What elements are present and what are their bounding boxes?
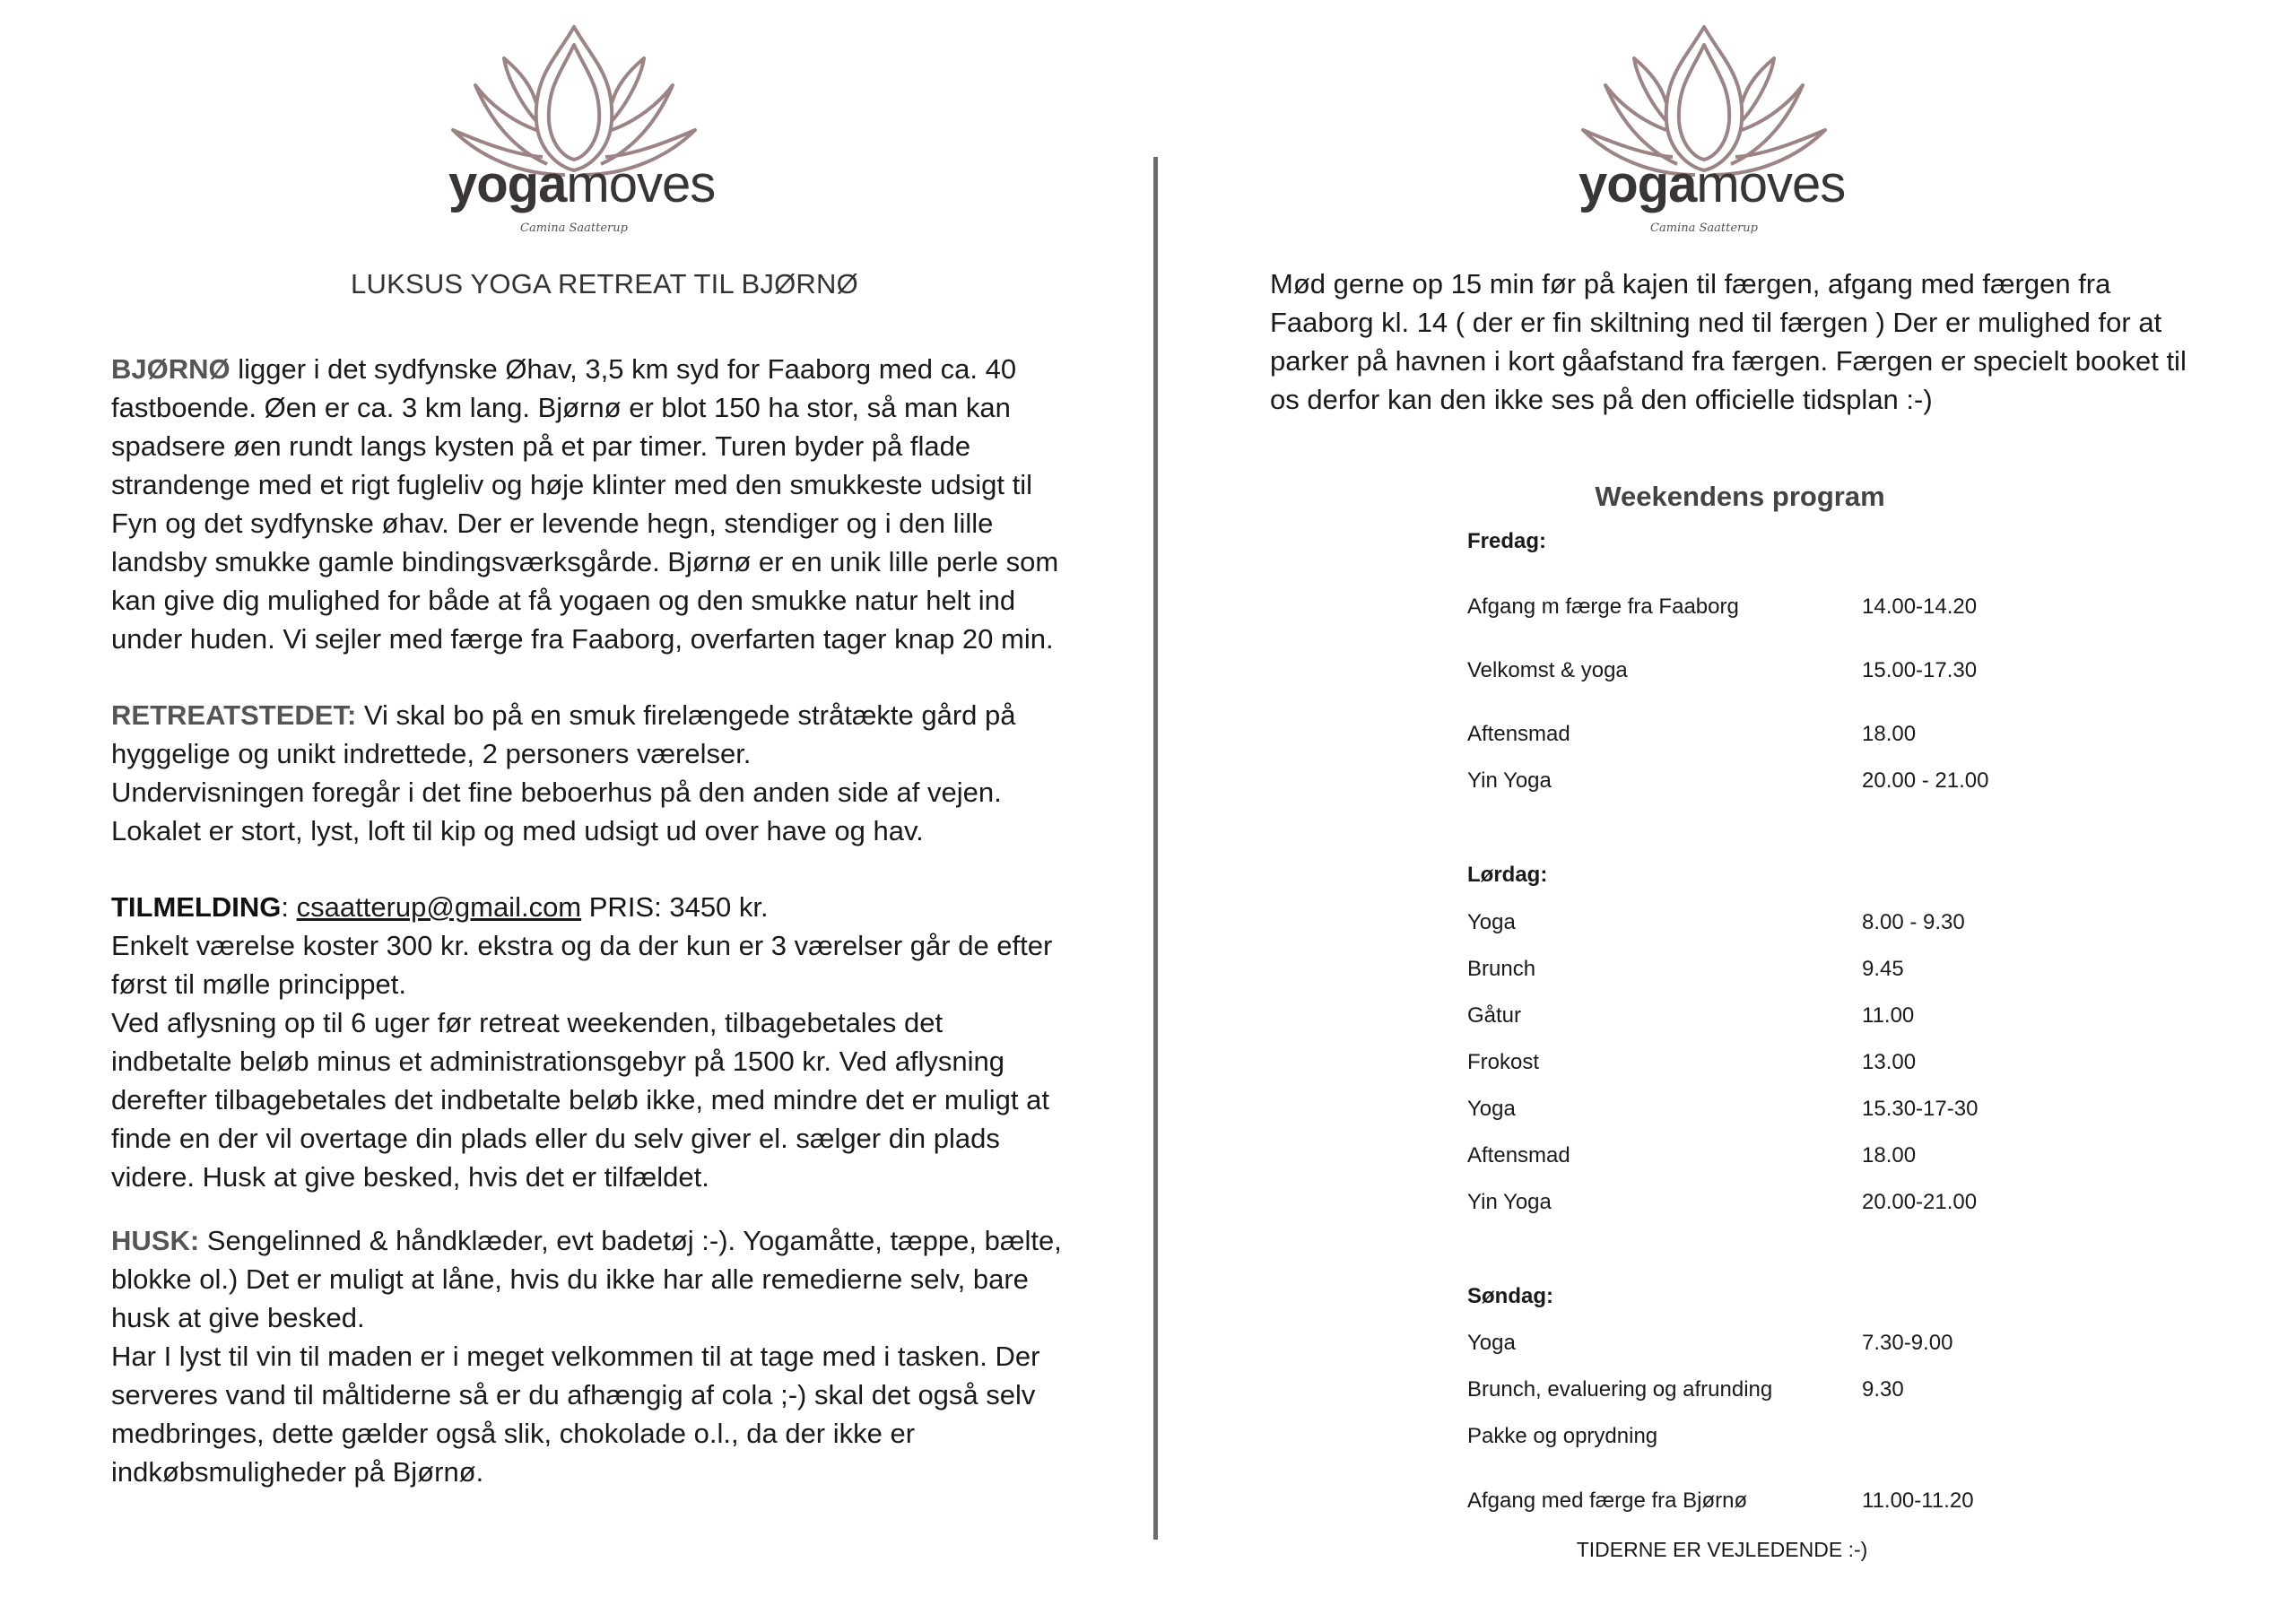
program-activity: Brunch, evaluering og afrunding bbox=[1467, 1377, 1773, 1402]
day-heading-fredag: Fredag: bbox=[1467, 529, 1547, 553]
program-time: 15.00-17.30 bbox=[1862, 658, 1978, 682]
page-title: LUKSUS YOGA RETREAT TIL BJØRNØ bbox=[351, 268, 858, 299]
paragraph-text: Har I lyst til vin til maden er i meget velkommen til at tage med i tasken. Der serveres vand til måltiderne så er du afhængig af cola ;-) skal det også selv medbringes, dette gælder også slik, chokolade o.l., da der ikke er indkøbsmuligheder på Bjørnø. bbox=[111, 1341, 1040, 1488]
program-activity: Frokost bbox=[1467, 1050, 1540, 1074]
paragraph-husk bbox=[111, 1221, 1062, 1491]
program-time: 20.00 - 21.00 bbox=[1862, 768, 1989, 793]
program-activity: Brunch bbox=[1467, 957, 1536, 981]
program-activity: Yoga bbox=[1467, 1331, 1516, 1355]
separator: : bbox=[281, 891, 297, 923]
section-label: BJØRNØ bbox=[111, 353, 230, 385]
program-activity: Gåtur bbox=[1467, 1003, 1522, 1028]
section-label: TILMELDING bbox=[111, 891, 282, 923]
logo-left bbox=[448, 22, 716, 247]
program-activity: Yoga bbox=[1467, 1097, 1516, 1121]
program-activity: Velkomst & yoga bbox=[1467, 658, 1628, 682]
paragraph-bjorno bbox=[111, 350, 1062, 658]
program-time: 11.00-11.20 bbox=[1862, 1488, 1974, 1513]
program-activity: Pakke og oprydning bbox=[1467, 1424, 1658, 1448]
program-activity: Aftensmad bbox=[1467, 722, 1570, 746]
program-activity: Yin Yoga bbox=[1467, 1190, 1552, 1214]
program-time: 7.30-9.00 bbox=[1862, 1331, 1953, 1355]
intro-text: Mød gerne op 15 min før på kajen til færgen, afgang med færgen fra Faaborg kl. 14 ( der er fin skiltning ned til færgen ) Der er mulighed for at parker på havnen i kort gåafstand fra færgen. Færgen er specielt booket til os derfor kan den ikke ses på den officielle tidsplan :-) bbox=[1270, 268, 2187, 415]
program-time: 8.00 - 9.30 bbox=[1862, 910, 1965, 934]
brand-wordmark: yogamoves bbox=[1578, 155, 1846, 213]
paragraph-text: Undervisningen foregår i det fine beboerhus på den anden side af vejen. bbox=[111, 777, 1002, 808]
day-heading-sondag: Søndag: bbox=[1467, 1284, 1553, 1308]
paragraph-text: Sengelinned & håndklæder, evt badetøj :-). Yogamåtte, tæppe, bælte, blokke ol.) Det er muligt at låne, hvis du ikke har alle remedierne selv, bare husk at give besked. bbox=[111, 1225, 1062, 1333]
program-time: 15.30-17-30 bbox=[1862, 1097, 1979, 1121]
program-time: 11.00 bbox=[1862, 1003, 1915, 1028]
price-value: : 3450 kr. bbox=[654, 891, 769, 923]
day-heading-lordag: Lørdag: bbox=[1467, 863, 1548, 887]
program-time: 18.00 bbox=[1862, 722, 1917, 746]
program-title: Weekendens program bbox=[1595, 481, 1885, 512]
price-label: PRIS bbox=[581, 891, 655, 923]
email-link[interactable]: csaatterup@gmail.com bbox=[296, 891, 582, 923]
footer-note: TIDERNE ER VEJLEDENDE :-) bbox=[1576, 1538, 1868, 1561]
program-time: 13.00 bbox=[1862, 1050, 1917, 1074]
paragraph-text: ligger i det sydfynske Øhav, 3,5 km syd for Faaborg med ca. 40 fastboende. Øen er ca. 3 km lang. Bjørnø er blot 150 ha stor, så man kan spadsere øen rundt langs kysten på et par timer. Turen byder på flade strandenge med et rigt fugleliv og høje klinter med den smukkeste udsigt til Fyn og det sydfynske øhav. Der er levende hegn, stendiger og i den lille landsby smukke gamle bindingsværksgårde. Bjørnø er en unik lille perle som kan give dig mulighed for både at få yogaen og den smukke natur helt ind under huden. Vi sejler med færge fra Faaborg, overfarten tager knap 20 min. bbox=[111, 353, 1059, 655]
brand-signature: Camina Saatterup bbox=[1650, 221, 1758, 235]
logo-right bbox=[1578, 22, 1846, 247]
paragraph-text: Enkelt værelse koster 300 kr. ekstra og da der kun er 3 værelser går de efter først til mølle princippet. bbox=[111, 930, 1053, 1000]
program-activity: Yin Yoga bbox=[1467, 768, 1552, 793]
program-time: 18.00 bbox=[1862, 1143, 1917, 1167]
paragraph-text: Ved aflysning op til 6 uger før retreat weekenden, tilbagebetales det indbetalte beløb minus et administrationsgebyr på 1500 kr. Ved aflysning derefter tilbagebetales det indbetalte beløb ikke, med mindre det er muligt at finde en der vil overtage din plads eller du selv giver el. sælger din plads videre. Husk at give besked, hvis det er tilfældet. bbox=[111, 1007, 1049, 1193]
program-activity: Afgang med færge fra Bjørnø bbox=[1467, 1488, 1748, 1513]
paragraph-retreatstedet bbox=[111, 696, 1062, 850]
paragraph-text: Lokalet er stort, lyst, loft til kip og med udsigt ud over have og hav. bbox=[111, 815, 924, 846]
program-time: 9.30 bbox=[1862, 1377, 1904, 1402]
program-time: 20.00-21.00 bbox=[1862, 1190, 1978, 1214]
paragraph-tilmelding bbox=[111, 888, 1062, 1196]
program-activity: Afgang m færge fra Faaborg bbox=[1467, 595, 1739, 619]
section-label: HUSK: bbox=[111, 1225, 200, 1256]
program-activity: Aftensmad bbox=[1467, 1143, 1570, 1167]
paragraph-text: Vi skal bo på en smuk firelængede stråtækte gård på hyggelige og unikt indrettede, 2 personers værelser. bbox=[111, 699, 1016, 769]
program-time: 9.45 bbox=[1862, 957, 1904, 981]
brand-wordmark: yogamoves bbox=[448, 155, 716, 213]
brand-signature: Camina Saatterup bbox=[520, 221, 628, 235]
program-activity: Yoga bbox=[1467, 910, 1516, 934]
program-time: 14.00-14.20 bbox=[1862, 595, 1978, 619]
left-column bbox=[111, 265, 1062, 1529]
column-divider bbox=[1153, 157, 1158, 1540]
section-label: RETREATSTEDET: bbox=[111, 699, 357, 731]
